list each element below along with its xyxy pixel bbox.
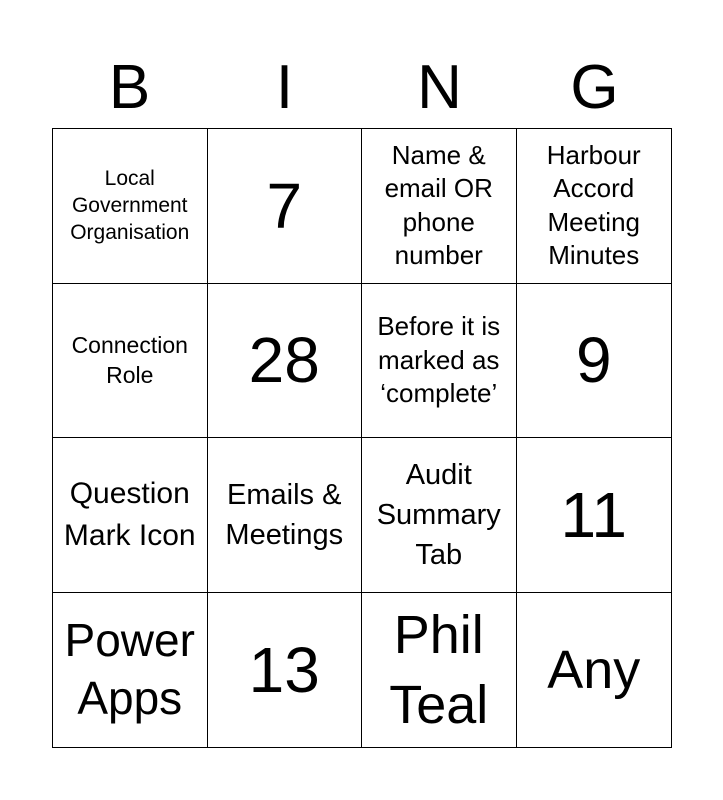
bingo-cell[interactable] [362, 284, 517, 439]
bingo-header [52, 48, 672, 128]
bingo-grid [52, 128, 672, 748]
bingo-cell[interactable] [517, 438, 672, 593]
bingo-cell[interactable] [53, 438, 208, 593]
cell-text: Before it is marked as ‘complete’ [377, 311, 501, 408]
bingo-cell[interactable] [362, 129, 517, 284]
cell-text: Connection Role [71, 331, 188, 389]
cell-text: 7 [266, 169, 303, 242]
cell-text: 13 [248, 633, 320, 706]
bingo-cell[interactable] [517, 129, 672, 284]
bingo-cell[interactable] [53, 284, 208, 439]
cell-text: Any [547, 639, 641, 700]
cell-text: 11 [560, 478, 627, 551]
cell-text: Name & email OR phone number [384, 140, 493, 271]
bingo-cell[interactable] [53, 593, 208, 748]
header-letter-i: I [275, 53, 294, 122]
bingo-cell[interactable] [362, 438, 517, 593]
bingo-cell[interactable] [517, 284, 672, 439]
bingo-cell[interactable] [53, 129, 208, 284]
cell-text: Audit Summary Tab [376, 458, 501, 571]
cell-text: Harbour Accord Meeting Minutes [546, 140, 641, 271]
cell-text: Power Apps [64, 614, 195, 724]
header-letter-g: G [570, 53, 619, 122]
header-letter-b: B [108, 53, 151, 122]
bingo-cell[interactable] [517, 593, 672, 748]
cell-text: Phil Teal [389, 604, 489, 735]
cell-text: 9 [575, 324, 612, 397]
bingo-cell[interactable] [208, 593, 363, 748]
cell-text: 28 [248, 324, 320, 397]
bingo-cell[interactable] [362, 593, 517, 748]
bingo-cell[interactable] [208, 284, 363, 439]
cell-text: Emails & Meetings [225, 478, 344, 551]
bingo-cell[interactable] [208, 438, 363, 593]
cell-text: Question Mark Icon [63, 476, 196, 552]
cell-text: Local Government Organisation [70, 166, 190, 245]
header-letter-n: N [417, 53, 462, 122]
bingo-cell[interactable] [208, 129, 363, 284]
